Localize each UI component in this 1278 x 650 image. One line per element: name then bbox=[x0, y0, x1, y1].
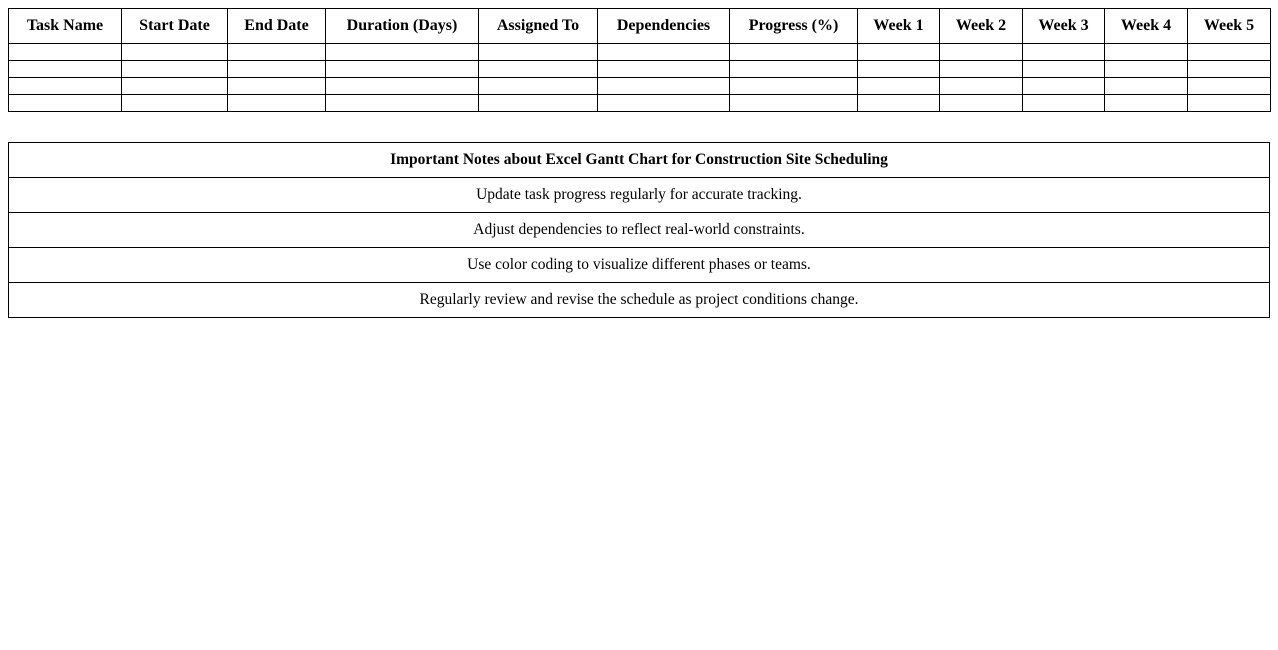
table-cell[interactable] bbox=[326, 95, 479, 112]
table-cell[interactable] bbox=[122, 95, 228, 112]
note-item: Regularly review and revise the schedule as project conditions change. bbox=[9, 283, 1270, 318]
header-week-4: Week 4 bbox=[1105, 9, 1188, 44]
header-start-date: Start Date bbox=[122, 9, 228, 44]
note-row bbox=[9, 248, 1270, 283]
header-dependencies: Dependencies bbox=[598, 9, 730, 44]
table-cell[interactable] bbox=[1023, 95, 1105, 112]
table-cell[interactable] bbox=[1188, 44, 1271, 61]
note-item: Adjust dependencies to reflect real-world constraints. bbox=[9, 213, 1270, 248]
table-cell[interactable] bbox=[1023, 78, 1105, 95]
table-cell[interactable] bbox=[1188, 95, 1271, 112]
table-cell[interactable] bbox=[228, 78, 326, 95]
table-cell[interactable] bbox=[122, 44, 228, 61]
table-cell[interactable] bbox=[940, 44, 1023, 61]
table-cell[interactable] bbox=[479, 95, 598, 112]
table-cell[interactable] bbox=[228, 95, 326, 112]
note-item: Update task progress regularly for accurate tracking. bbox=[9, 178, 1270, 213]
note-row bbox=[9, 283, 1270, 318]
table-cell[interactable] bbox=[1105, 44, 1188, 61]
gantt-table bbox=[8, 8, 1271, 112]
table-cell[interactable] bbox=[858, 78, 940, 95]
table-cell[interactable] bbox=[730, 61, 858, 78]
table-cell[interactable] bbox=[1188, 61, 1271, 78]
table-cell[interactable] bbox=[228, 44, 326, 61]
note-item: Use color coding to visualize different phases or teams. bbox=[9, 248, 1270, 283]
header-week-1: Week 1 bbox=[858, 9, 940, 44]
table-cell[interactable] bbox=[730, 44, 858, 61]
header-progress: Progress (%) bbox=[730, 9, 858, 44]
table-cell[interactable] bbox=[858, 95, 940, 112]
table-cell[interactable] bbox=[326, 44, 479, 61]
table-row bbox=[9, 44, 1271, 61]
table-cell[interactable] bbox=[1023, 44, 1105, 61]
table-cell[interactable] bbox=[1105, 78, 1188, 95]
notes-table bbox=[8, 142, 1270, 318]
table-cell[interactable] bbox=[9, 44, 122, 61]
table-cell[interactable] bbox=[598, 61, 730, 78]
table-cell[interactable] bbox=[598, 44, 730, 61]
header-duration: Duration (Days) bbox=[326, 9, 479, 44]
table-cell[interactable] bbox=[858, 61, 940, 78]
table-cell[interactable] bbox=[730, 95, 858, 112]
table-cell[interactable] bbox=[1023, 61, 1105, 78]
table-cell[interactable] bbox=[9, 61, 122, 78]
table-cell[interactable] bbox=[1188, 78, 1271, 95]
table-cell[interactable] bbox=[940, 61, 1023, 78]
table-cell[interactable] bbox=[598, 78, 730, 95]
header-week-2: Week 2 bbox=[940, 9, 1023, 44]
notes-header-row bbox=[9, 143, 1270, 178]
table-cell[interactable] bbox=[1105, 61, 1188, 78]
header-week-5: Week 5 bbox=[1188, 9, 1271, 44]
table-cell[interactable] bbox=[479, 78, 598, 95]
header-task-name: Task Name bbox=[9, 9, 122, 44]
table-cell[interactable] bbox=[598, 95, 730, 112]
table-row bbox=[9, 95, 1271, 112]
table-cell[interactable] bbox=[940, 78, 1023, 95]
table-cell[interactable] bbox=[858, 44, 940, 61]
header-assigned-to: Assigned To bbox=[479, 9, 598, 44]
table-cell[interactable] bbox=[9, 78, 122, 95]
notes-title: Important Notes about Excel Gantt Chart for Construction Site Scheduling bbox=[9, 143, 1270, 178]
table-row bbox=[9, 78, 1271, 95]
table-cell[interactable] bbox=[479, 44, 598, 61]
table-cell[interactable] bbox=[940, 95, 1023, 112]
table-cell[interactable] bbox=[730, 78, 858, 95]
table-row bbox=[9, 61, 1271, 78]
gantt-header-row bbox=[9, 9, 1271, 44]
table-cell[interactable] bbox=[9, 95, 122, 112]
header-end-date: End Date bbox=[228, 9, 326, 44]
page bbox=[8, 8, 1270, 318]
header-week-3: Week 3 bbox=[1023, 9, 1105, 44]
table-cell[interactable] bbox=[326, 78, 479, 95]
table-cell[interactable] bbox=[326, 61, 479, 78]
table-cell[interactable] bbox=[228, 61, 326, 78]
table-cell[interactable] bbox=[1105, 95, 1188, 112]
table-cell[interactable] bbox=[479, 61, 598, 78]
note-row bbox=[9, 178, 1270, 213]
note-row bbox=[9, 213, 1270, 248]
table-cell[interactable] bbox=[122, 61, 228, 78]
table-cell[interactable] bbox=[122, 78, 228, 95]
